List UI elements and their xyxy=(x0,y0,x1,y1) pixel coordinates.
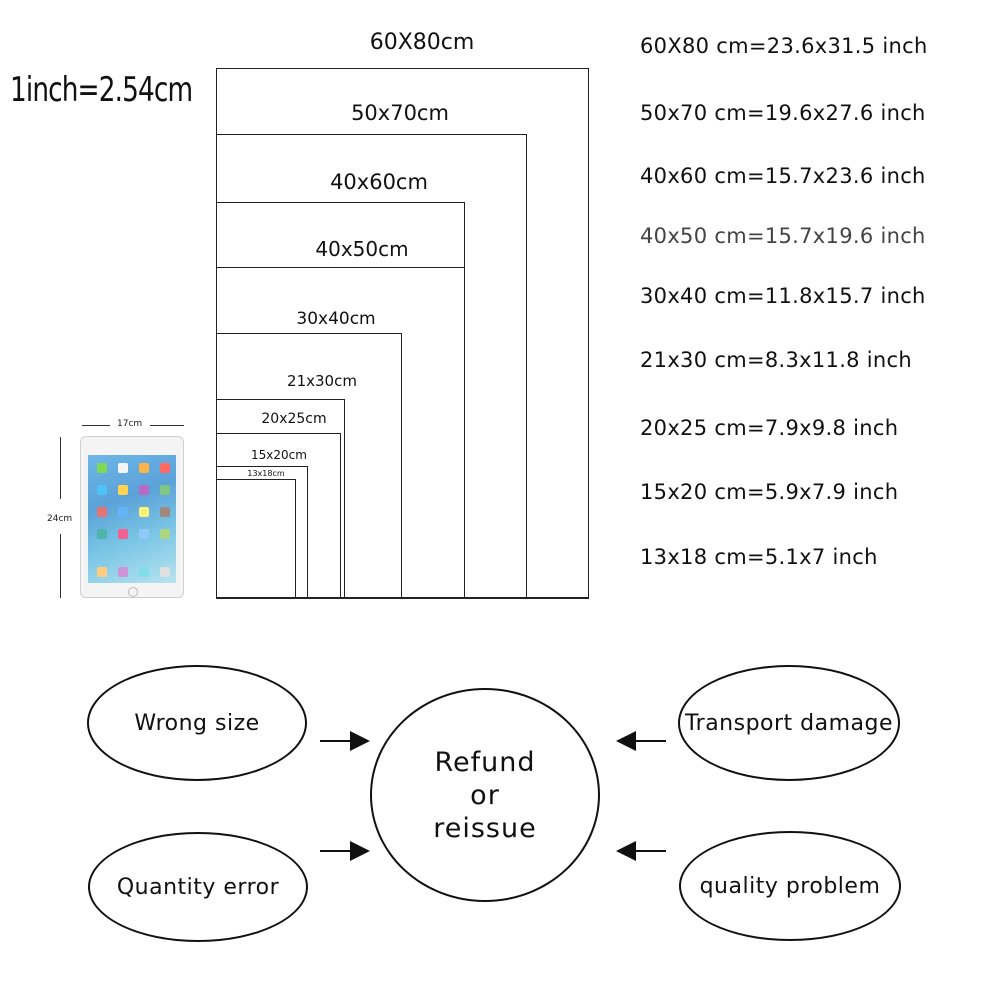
conversion-item: 40x50 cm=15.7x19.6 inch xyxy=(640,224,926,248)
conversion-item: 50x70 cm=19.6x27.6 inch xyxy=(640,101,926,125)
conversion-item: 40x60 cm=15.7x23.6 inch xyxy=(640,164,926,188)
conversion-item: 13x18 cm=5.1x7 inch xyxy=(640,545,878,569)
conversion-item: 30x40 cm=11.8x15.7 inch xyxy=(640,284,926,308)
wrong-size-bubble xyxy=(87,665,307,781)
refund-reissue-bubble xyxy=(370,688,600,902)
quantity-error-label: Quantity error xyxy=(116,874,280,900)
inch-conversion-title: 1inch=2.54cm xyxy=(10,70,193,110)
frame-label: 20x25cm xyxy=(261,411,327,427)
quantity-error-bubble xyxy=(88,832,308,942)
frame-label: 13x18cm xyxy=(247,469,285,478)
quality-problem-bubble xyxy=(679,831,901,941)
frame-label: 40x50cm xyxy=(315,237,409,261)
wrong-size-label: Wrong size xyxy=(134,710,260,736)
refund-reissue-label: Refund or reissue xyxy=(433,746,537,844)
frame-label: 50x70cm xyxy=(351,101,449,125)
conversion-item: 60X80 cm=23.6x31.5 inch xyxy=(640,34,928,58)
conversion-item: 20x25 cm=7.9x9.8 inch xyxy=(640,416,899,440)
transport-damage-bubble xyxy=(678,665,900,781)
conversion-item: 21x30 cm=8.3x11.8 inch xyxy=(640,348,913,372)
tablet-width-label: 17cm xyxy=(117,419,143,429)
transport-damage-label: Transport damage xyxy=(684,710,894,736)
quality-problem-label: quality problem xyxy=(699,873,881,899)
conversion-item: 15x20 cm=5.9x7.9 inch xyxy=(640,480,899,504)
frame-label: 40x60cm xyxy=(330,170,428,194)
frame-label: 30x40cm xyxy=(296,309,376,329)
frame-label: 15x20cm xyxy=(251,448,307,462)
tablet-height-label: 24cm xyxy=(47,514,73,524)
frame-label: 21x30cm xyxy=(287,372,357,390)
frame-label: 60X80cm xyxy=(369,30,475,55)
